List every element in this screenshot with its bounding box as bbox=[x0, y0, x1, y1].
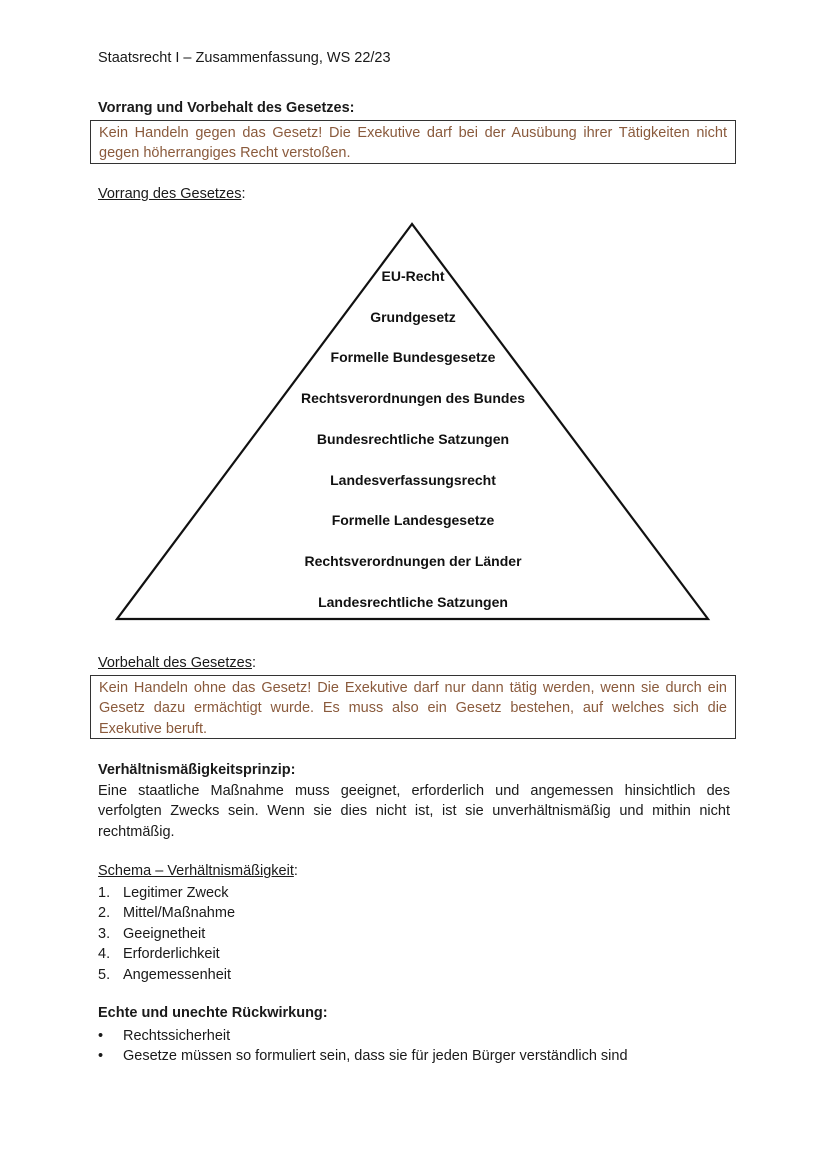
list-number: 4. bbox=[98, 946, 111, 963]
pyramid-level: Formelle Bundesgesetze bbox=[330, 349, 496, 365]
pyramid-level: Rechtsverordnungen der Länder bbox=[304, 553, 522, 569]
list-item-text: Legitimer Zweck bbox=[123, 885, 229, 901]
pyramid-level: Landesrechtliche Satzungen bbox=[318, 594, 508, 610]
rueckwirkung-bullet-list bbox=[98, 1026, 628, 1067]
subheading-vorrang-label: Vorrang des Gesetzes bbox=[98, 186, 242, 202]
list-number: 3. bbox=[98, 925, 111, 942]
list-item bbox=[98, 883, 235, 903]
pyramid-level: Rechtsverordnungen des Bundes bbox=[300, 390, 526, 406]
subheading-schema-colon: : bbox=[293, 863, 298, 879]
pyramid-level: Formelle Landesgesetze bbox=[331, 512, 495, 528]
section-heading-verhaeltnismaessigkeit: Verhältnismäßigkeitsprinzip: bbox=[98, 762, 296, 778]
schema-list bbox=[98, 883, 235, 985]
list-item-text: Geeignetheit bbox=[123, 925, 206, 942]
pyramid-level: Landesverfassungsrecht bbox=[330, 472, 496, 488]
list-item bbox=[98, 924, 235, 944]
list-item-text: Rechtssicherheit bbox=[123, 1028, 231, 1044]
bullet-icon: • bbox=[98, 1028, 104, 1044]
section-heading-vorrang-vorbehalt: Vorrang und Vorbehalt des Gesetzes: bbox=[98, 100, 355, 116]
subheading-schema-label: Schema – Verhältnismäßigkeit bbox=[98, 863, 294, 879]
subheading-vorbehalt-colon: : bbox=[251, 655, 256, 671]
definition-box-vorbehalt: Kein Handeln ohne das Gesetz! Die Exekutive darf nur dann tätig werden, wenn sie durch ein Gesetz dazu ermächtigt wurde. Es muss also ein Gesetz bestehen, auf welches sich die Exekutive beruft. bbox=[90, 675, 736, 739]
section-heading-rueckwirkung: Echte und unechte Rückwirkung: bbox=[98, 1005, 328, 1021]
subheading-vorbehalt bbox=[98, 655, 256, 671]
list-item-text: Angemessenheit bbox=[123, 966, 232, 983]
paragraph-verhaeltnismaessigkeit: Eine staatliche Maßnahme muss geeignet, erforderlich und angemessen hinsichtlich des verfolgten Zwecks sein. Wenn sie dies nicht ist, ist sie unverhältnismäßig und mithin nicht rechtmäßig. bbox=[98, 783, 730, 840]
pyramid-level: EU-Recht bbox=[381, 268, 445, 284]
list-item bbox=[98, 965, 235, 985]
list-item-text: Gesetze müssen so formuliert sein, dass sie für jeden Bürger verständlich sind bbox=[123, 1048, 628, 1065]
list-number: 1. bbox=[98, 885, 111, 901]
bullet-icon: • bbox=[98, 1048, 104, 1065]
subheading-vorbehalt-label: Vorbehalt des Gesetzes bbox=[98, 655, 252, 671]
list-item bbox=[98, 1046, 628, 1066]
list-item bbox=[98, 1026, 628, 1046]
pyramid-level: Bundesrechtliche Satzungen bbox=[316, 431, 510, 447]
subheading-vorrang-colon: : bbox=[241, 186, 246, 202]
list-item bbox=[98, 944, 235, 964]
subheading-schema bbox=[98, 863, 298, 879]
list-number: 2. bbox=[98, 905, 111, 922]
pyramid-level: Grundgesetz bbox=[370, 309, 456, 325]
list-item bbox=[98, 903, 235, 923]
list-number: 5. bbox=[98, 966, 111, 983]
list-item-text: Erforderlichkeit bbox=[123, 946, 220, 963]
list-item-text: Mittel/Maßnahme bbox=[123, 905, 236, 922]
definition-box-vorrang: Kein Handeln gegen das Gesetz! Die Exekutive darf bei der Ausübung ihrer Tätigkeiten nicht gegen höherrangiges Recht verstoßen. bbox=[90, 120, 736, 164]
document-header: Staatsrecht I – Zusammenfassung, WS 22/23 bbox=[98, 50, 391, 66]
